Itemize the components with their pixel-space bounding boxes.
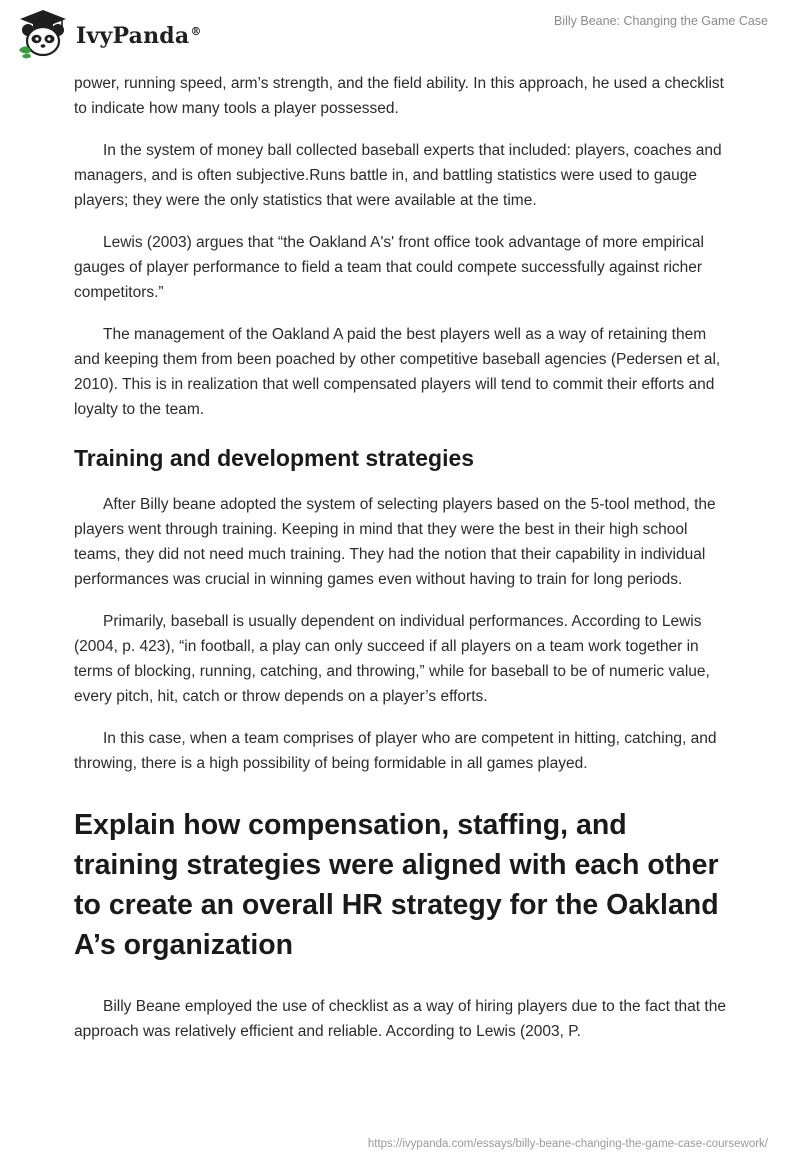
paragraph: Primarily, baseball is usually dependent on individual performances. According to Lewis (2004, p. 423), “in football, a play can only succeed if all players on a team work together in terms of blocking, running, catching, and throwing,” while for baseball to be of numeric value, every pitch, hit, catch or throw depends on a player’s efforts. <box>74 613 710 705</box>
paragraph: In the system of money ball collected baseball experts that included: players, coaches and managers, and is often subjective.Runs battle in, and battling statistics were used to gauge players; they were the only statistics that were available at the time. <box>74 142 722 209</box>
document-title: Billy Beane: Changing the Game Case <box>553 14 768 28</box>
paragraph: power, running speed, arm’s strength, and the field ability. In this approach, he used a checklist to indicate how many tools a player possessed. <box>74 75 724 117</box>
page-header <box>0 0 800 70</box>
paragraph: Billy Beane employed the use of checklist as a way of hiring players due to the fact that the approach was relatively efficient and reliable. According to Lewis (2003, P. <box>74 998 726 1040</box>
source-url[interactable]: https://ivypanda.com/essays/billy-beane-changing-the-game-case-coursework/ <box>367 1138 768 1150</box>
paragraph: In this case, when a team comprises of player who are competent in hitting, catching, and throwing, there is a high possibility of being formidable in all games played. <box>74 730 717 772</box>
paragraph: The management of the Oakland A paid the best players well as a way of retaining them and keeping them from been poached by other competitive baseball agencies (Pedersen et al, 2010). This is in realization that well compensated players will tend to commit their efforts and loyalty to the team. <box>74 326 721 418</box>
logo-wordmark: IvyPanda® <box>76 23 202 49</box>
panda-graduate-icon <box>16 8 70 60</box>
section-heading-training: Training and development strategies <box>74 445 475 471</box>
paragraph: After Billy beane adopted the system of selecting players based on the 5-tool method, the players went through training. Keeping in mind that they were the best in their high school teams, they did not need much training. They had the notion that their capability in individual performances was crucial in winning games even without having to train for long periods. <box>74 496 716 588</box>
essay-content <box>74 71 734 1061</box>
paragraph: Lewis (2003) argues that “the Oakland A's' front office took advantage of more empirical gauges of player performance to field a team that could compete successfully against richer competitors.” <box>74 234 704 301</box>
section-heading-explain: Explain how compensation, staffing, and training strategies were aligned with each other to create an overall HR strategy for the Oakland A’s organization <box>74 809 719 961</box>
ivypanda-logo[interactable] <box>16 8 202 60</box>
